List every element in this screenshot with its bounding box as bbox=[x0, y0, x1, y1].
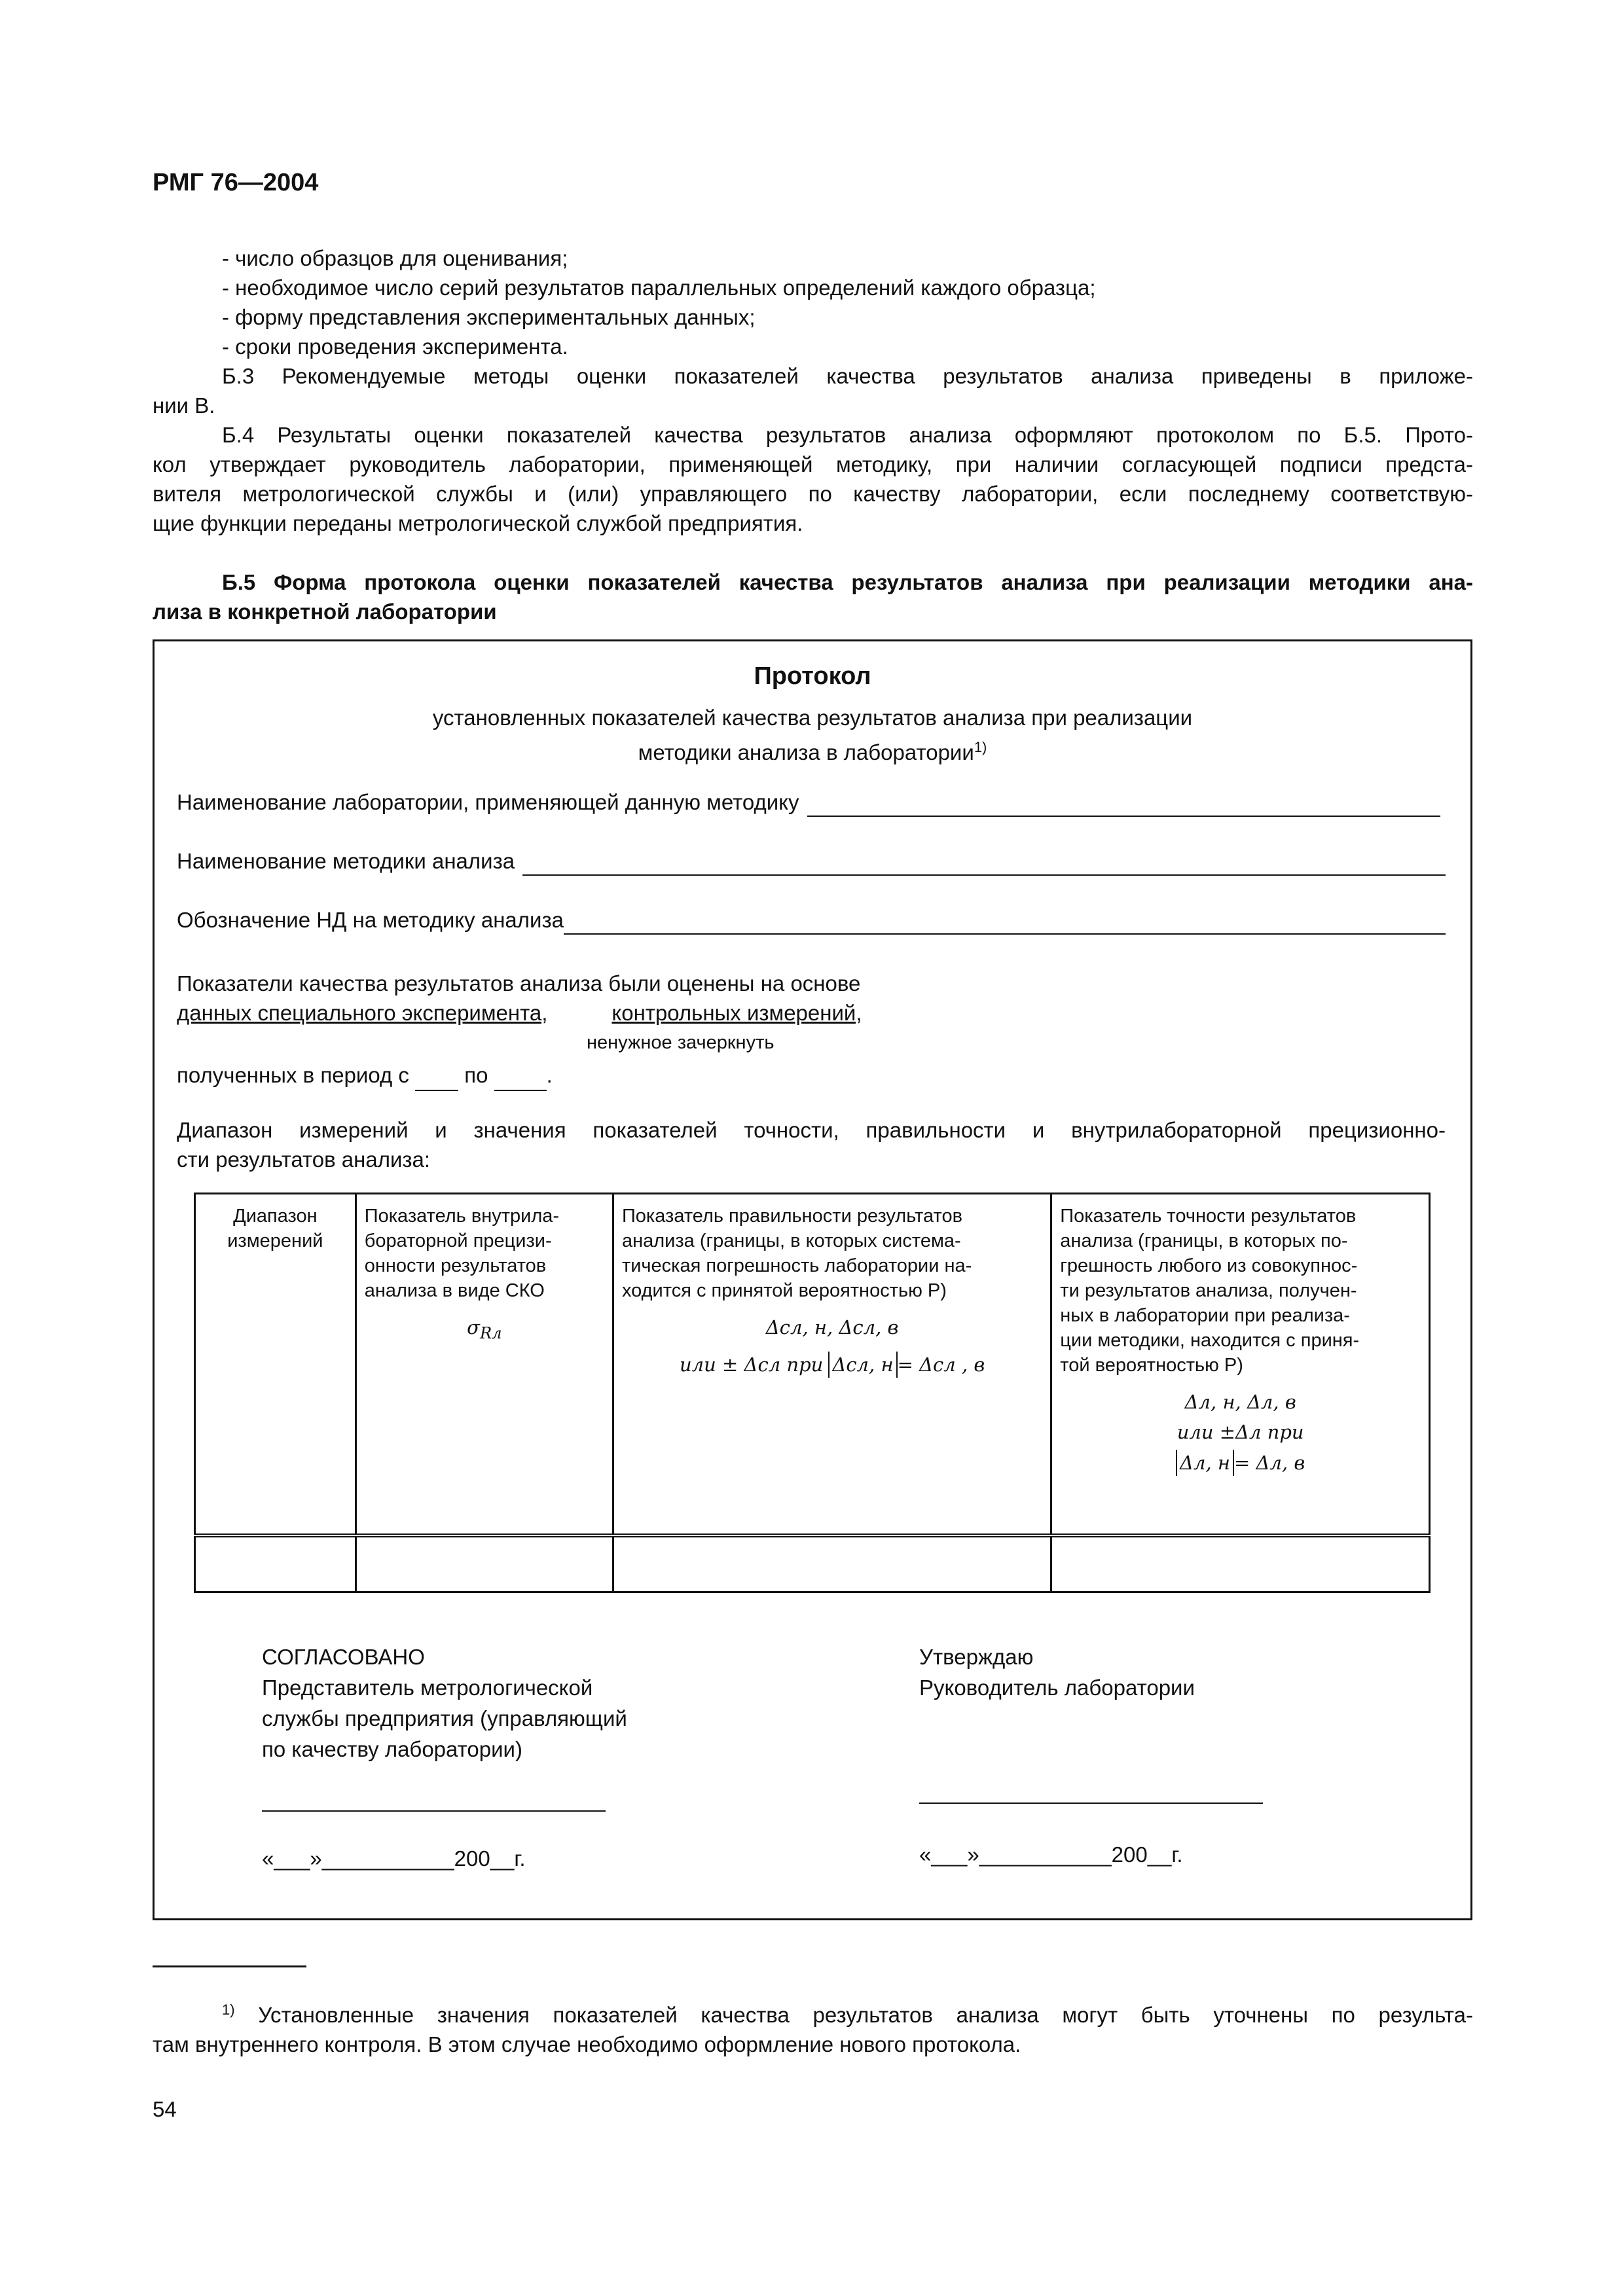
header-text: Показатель точности результатов bbox=[1060, 1206, 1357, 1227]
approval-left-line: службы предприятия (управляющий bbox=[262, 1706, 627, 1731]
header-text: ных в лаборатории при реализа- bbox=[1060, 1305, 1350, 1326]
list-item: - форму представления экспериментальных данных; bbox=[222, 305, 756, 329]
header-text: ции методики, находится с приня- bbox=[1060, 1330, 1360, 1351]
accuracy-alt-formula bbox=[1060, 1450, 1421, 1476]
header-text: бораторной прецизи- bbox=[364, 1230, 552, 1251]
protocol-subtitle-text: методики анализа в лаборатории bbox=[638, 740, 974, 764]
b4-line: щие функции переданы метрологической службой предприятия. bbox=[153, 511, 803, 535]
header-cell-precision bbox=[356, 1194, 613, 1535]
correctness-formula: Δcл, н, Δcл, в bbox=[765, 1316, 899, 1338]
correctness-abs-value: Δcл, н bbox=[828, 1352, 897, 1378]
footnote-text: Установленные значения показателей качества результатов анализа могут быть уточнены по результа- bbox=[258, 2003, 1473, 2027]
footnote bbox=[153, 1995, 1473, 2059]
period-end: . bbox=[546, 1063, 553, 1087]
header-text: Диапазон bbox=[233, 1206, 318, 1227]
left-date[interactable]: «___»___________200__г. bbox=[262, 1846, 526, 1871]
protocol-subtitle bbox=[153, 703, 1472, 767]
list-item: - число образцов для оценивания; bbox=[222, 246, 568, 270]
nd-designation-line[interactable] bbox=[564, 914, 1446, 935]
method-name-line[interactable] bbox=[522, 855, 1446, 876]
evaluation-basis bbox=[177, 969, 862, 1028]
document-code: РМГ 76—2004 bbox=[153, 169, 319, 196]
period-mid: по bbox=[464, 1063, 488, 1087]
approval-left-title: СОГЛАСОВАНО bbox=[262, 1645, 425, 1669]
correctness-alt-text: или ± Δcл при bbox=[679, 1354, 824, 1376]
page-number: 54 bbox=[153, 2097, 177, 2121]
accuracy-alt-text: или ±Δл при bbox=[1176, 1421, 1304, 1443]
table-header-row bbox=[195, 1194, 1430, 1535]
list-item: - сроки проведения эксперимента. bbox=[222, 334, 568, 359]
method-name-field bbox=[177, 846, 1446, 876]
table-row bbox=[195, 1535, 1430, 1592]
footnote-ref: 1) bbox=[974, 739, 987, 755]
right-date[interactable]: «___»___________200__г. bbox=[919, 1842, 1183, 1867]
basis-options bbox=[177, 998, 862, 1028]
header-text: тическая погрешность лаборатории на- bbox=[621, 1255, 972, 1276]
section-b5-title bbox=[153, 567, 1473, 626]
sigma-symbol bbox=[365, 1315, 604, 1346]
accuracy-abs-value: Δл, н bbox=[1176, 1450, 1234, 1476]
b4-line: кол утверждает руководитель лаборатории, применяющей методику, при наличии согласующей подписи предста- bbox=[153, 452, 1473, 476]
period-prefix: полученных в период с bbox=[177, 1063, 409, 1087]
header-cell-range bbox=[195, 1194, 356, 1535]
indicators-table bbox=[194, 1193, 1431, 1593]
protocol-subtitle-line bbox=[153, 732, 1472, 767]
range-line: сти результатов анализа: bbox=[177, 1147, 431, 1172]
period-start-blank[interactable] bbox=[415, 1060, 458, 1091]
lab-name-label: Наименование лаборатории, применяющей данную методику bbox=[177, 790, 799, 814]
header-text: ходится с принятой вероятностью P) bbox=[621, 1280, 947, 1301]
table-cell[interactable] bbox=[613, 1535, 1051, 1592]
nd-designation-label: Обозначение НД на методику анализа bbox=[177, 908, 564, 932]
left-signature-line[interactable] bbox=[262, 1809, 606, 1812]
table-cell[interactable] bbox=[1051, 1535, 1430, 1592]
header-cell-accuracy bbox=[1051, 1194, 1430, 1535]
header-text: анализа (границы, в которых система- bbox=[621, 1230, 961, 1251]
lab-name-line[interactable] bbox=[807, 796, 1441, 817]
period-field bbox=[177, 1060, 553, 1091]
header-text: Показатель правильности результатов bbox=[621, 1206, 962, 1227]
header-text: Показатель внутрила- bbox=[364, 1206, 560, 1227]
right-signature-line[interactable] bbox=[919, 1801, 1263, 1804]
lab-name-field bbox=[177, 787, 1440, 817]
paragraph-b3 bbox=[153, 361, 1473, 420]
range-description bbox=[177, 1115, 1446, 1174]
b5-title-line: Б.5 Форма протокола оценки показателей качества результатов анализа при реализации методики ана- bbox=[222, 570, 1473, 594]
b3-line: нии В. bbox=[153, 393, 215, 418]
paragraph-b4 bbox=[153, 420, 1473, 538]
footnote-line bbox=[153, 1995, 1473, 2030]
header-text: грешность любого из совокупнос- bbox=[1060, 1255, 1358, 1276]
period-end-blank[interactable] bbox=[494, 1060, 547, 1091]
approval-left-line: по качеству лаборатории) bbox=[262, 1737, 522, 1761]
header-text: ти результатов анализа, получен- bbox=[1060, 1280, 1357, 1301]
header-text: онности результатов bbox=[364, 1255, 547, 1276]
accuracy-rhs: = Δл, в bbox=[1234, 1452, 1305, 1474]
bullet-list bbox=[153, 243, 1462, 361]
footnote-line: там внутреннего контроля. В этом случае необходимо оформление нового протокола. bbox=[153, 2032, 1021, 2056]
sigma-glyph: σ bbox=[467, 1316, 480, 1338]
header-text: той вероятностью P) bbox=[1060, 1355, 1243, 1376]
b4-line: Б.4 Результаты оценки показателей качества результатов анализа оформляют протоколом по Б.5. Прото- bbox=[222, 423, 1473, 447]
table-cell[interactable] bbox=[356, 1535, 613, 1592]
accuracy-formula: Δл, н, Δл, в bbox=[1184, 1391, 1296, 1413]
header-text: измерений bbox=[227, 1230, 323, 1251]
approval-left-line: Представитель метрологической bbox=[262, 1676, 593, 1700]
protocol-subtitle-line: установленных показателей качества результатов анализа при реализации bbox=[432, 706, 1193, 730]
protocol-title: Протокол bbox=[754, 662, 871, 690]
approval-right-title: Утверждаю bbox=[919, 1645, 1034, 1669]
header-cell-correctness bbox=[613, 1194, 1051, 1535]
list-item: - необходимое число серий результатов параллельных определений каждого образца; bbox=[222, 276, 1096, 300]
option-control-measurements[interactable]: контрольных измерений, bbox=[611, 1001, 862, 1025]
footnote-mark: 1) bbox=[222, 2001, 235, 2018]
approval-left bbox=[262, 1641, 627, 1765]
sigma-subscript: Rл bbox=[479, 1323, 502, 1342]
basis-line: Показатели качества результатов анализа были оценены на основе bbox=[177, 971, 861, 996]
strike-note: ненужное зачеркнуть bbox=[587, 1032, 775, 1053]
b5-title-line: лиза в конкретной лаборатории bbox=[153, 600, 497, 624]
method-name-label: Наименование методики анализа bbox=[177, 849, 515, 873]
b3-line: Б.3 Рекомендуемые методы оценки показателей качества результатов анализа приведены в приложе- bbox=[222, 364, 1473, 388]
approval-right-line: Руководитель лаборатории bbox=[919, 1676, 1195, 1700]
header-text: анализа в виде СКО bbox=[364, 1280, 545, 1301]
footnote-divider bbox=[153, 1965, 306, 1967]
nd-designation-field bbox=[177, 905, 1446, 935]
correctness-rhs: = Δcл , в bbox=[897, 1354, 985, 1376]
table-cell[interactable] bbox=[195, 1535, 356, 1592]
correctness-alt-formula bbox=[622, 1352, 1042, 1378]
approval-right bbox=[919, 1641, 1195, 1703]
header-text: анализа (границы, в которых по- bbox=[1060, 1230, 1348, 1251]
b4-line: вителя метрологической службы и (или) управляющего по качеству лаборатории, если последнему соответствую- bbox=[153, 482, 1473, 506]
range-line: Диапазон измерений и значения показателей точности, правильности и внутрилабораторной прецизионно- bbox=[177, 1118, 1446, 1142]
option-special-experiment[interactable]: данных специального эксперимента, bbox=[177, 1001, 548, 1025]
